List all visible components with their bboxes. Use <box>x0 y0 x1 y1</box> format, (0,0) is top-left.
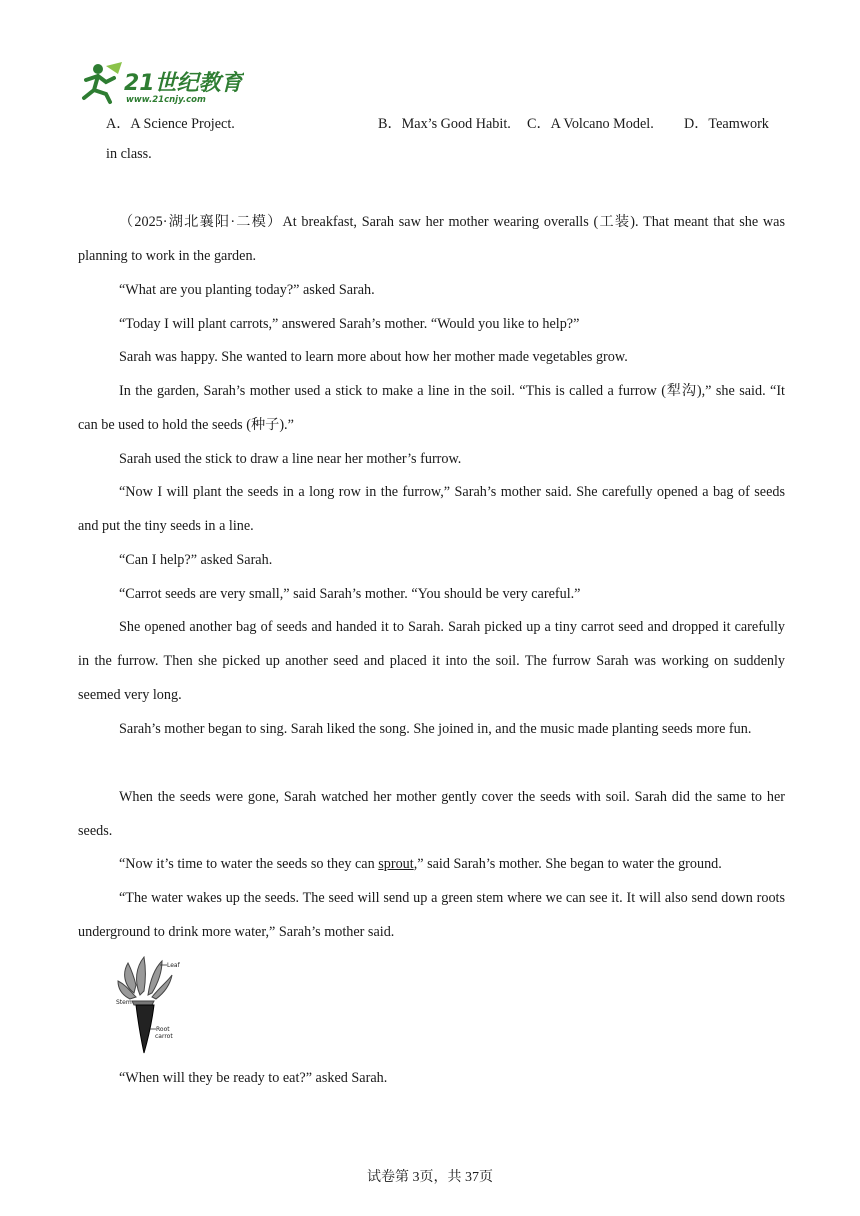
paragraph-10: Sarah’s mother began to sing. Sarah liked the song. She joined in, and the music made planting seeds more fun. <box>119 721 752 737</box>
paragraph-6: “Now I will plant the seeds in a long row in the furrow,” Sarah’s mother said. She carefully opened a bag of seeds and put the tiny seeds in a line. <box>78 484 785 534</box>
label-stem: Stem <box>116 999 132 1006</box>
paragraph-2: “Today I will plant carrots,” answered Sarah’s mother. “Would you like to help?” <box>119 316 580 332</box>
carrot-leaves <box>118 957 172 1005</box>
option-d: D．Teamwork <box>684 116 769 132</box>
option-b: B．Max’s Good Habit. <box>378 116 511 132</box>
paragraph-9: She opened another bag of seeds and handed it to Sarah. Sarah picked up a tiny carrot seed and dropped it carefully in the furrow. Then she picked up another seed and placed it into the soil. The furrow Sarah was working on suddenly seemed very long. <box>78 619 785 703</box>
paragraph-7: “Can I help?” asked Sarah. <box>119 552 273 568</box>
option-c: C．A Volcano Model. <box>527 116 654 132</box>
paragraph-4: In the garden, Sarah’s mother used a stick to make a line in the soil. “This is called a furrow (犁沟),” she said. “It can be used to hold the seeds (种子).” <box>78 383 785 433</box>
paragraph-8: “Carrot seeds are very small,” said Sarah’s mother. “You should be very careful.” <box>119 586 581 602</box>
p12-text-before: “Now it’s time to water the seeds so they can <box>119 856 379 872</box>
underlined-word-sprout: sprout <box>378 856 414 872</box>
paragraph-12 <box>78 848 785 882</box>
logo-title: 21世纪教育 <box>124 71 243 96</box>
source-tag: （2025·湖北襄阳·二模） <box>119 214 283 230</box>
paragraph-14: “When will they be ready to eat?” asked Sarah. <box>119 1070 388 1086</box>
intro-text: At breakfast, Sarah saw her mother wearing overalls (工装). That meant that she was planning to work in the garden. <box>78 214 785 264</box>
paragraph-1: “What are you planting today?” asked Sarah. <box>119 282 375 298</box>
logo-url: www.21cnjy.com <box>126 95 206 105</box>
label-root: Root <box>156 1026 170 1033</box>
paragraph-11: When the seeds were gone, Sarah watched her mother gently cover the seeds with soil. Sarah did the same to her seeds. <box>78 789 785 839</box>
paragraph-13: “The water wakes up the seeds. The seed will send up a green stem where we can see it. It will also send down roots underground to drink more water,” Sarah’s mother said. <box>78 890 785 940</box>
logo-21cnjy <box>76 60 244 106</box>
p12-text-after: ,” said Sarah’s mother. She began to water the ground. <box>413 856 722 872</box>
page-number-footer: 试卷第 3页，共 37页 <box>367 1170 493 1185</box>
option-d-continued: in class. <box>106 146 152 162</box>
paragraph-3: Sarah was happy. She wanted to learn more about how her mother made vegetables grow. <box>119 349 628 365</box>
label-carrot: carrot <box>155 1033 173 1040</box>
runner-icon <box>84 62 122 102</box>
passage-intro <box>78 206 785 274</box>
option-a: A．A Science Project. <box>106 116 235 132</box>
carrot-diagram <box>114 955 186 1055</box>
label-leaf: Leaf <box>167 962 180 969</box>
paragraph-5: Sarah used the stick to draw a line near her mother’s furrow. <box>119 451 462 467</box>
